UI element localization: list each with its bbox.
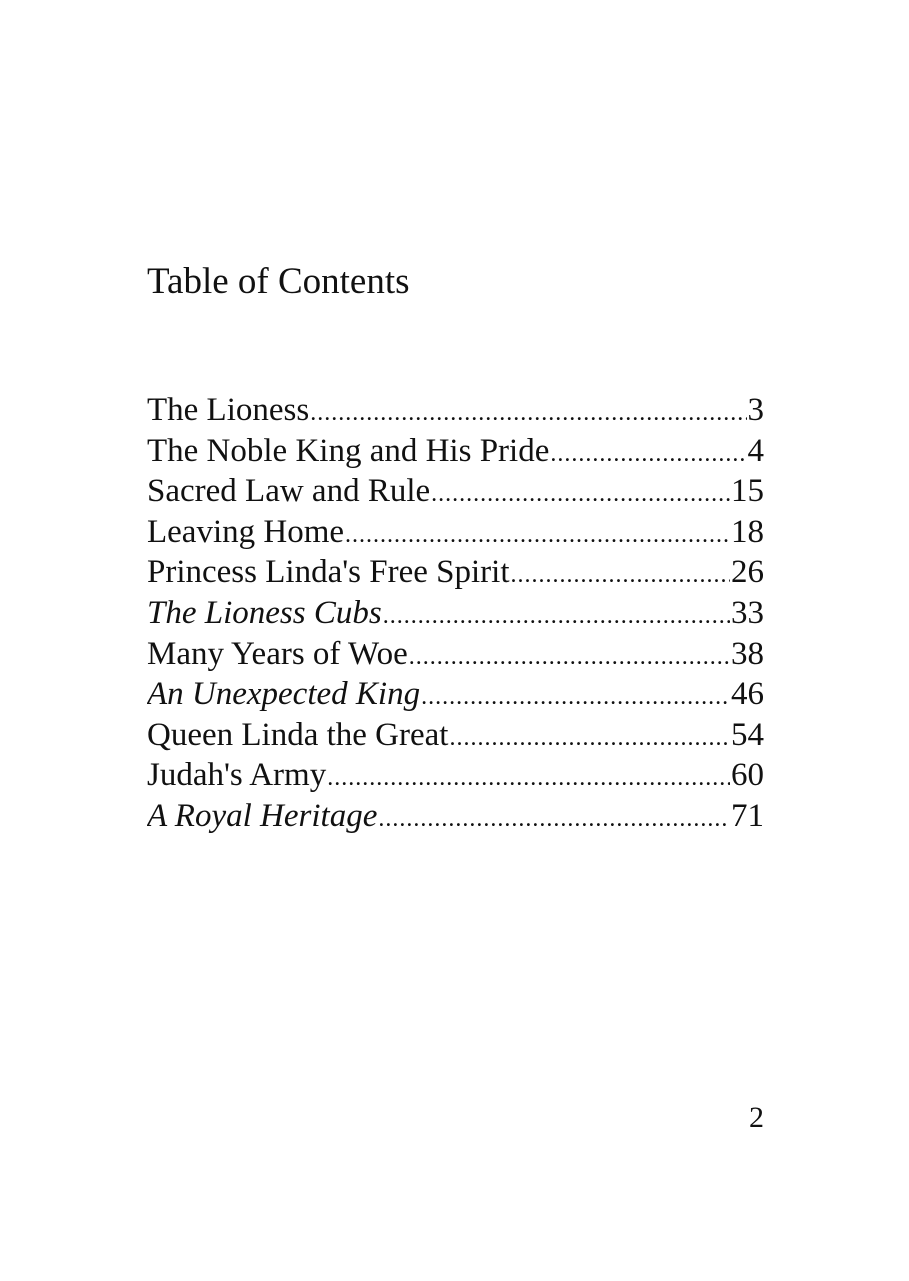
- toc-entry: [147, 796, 764, 837]
- toc-entry-page: 4: [747, 432, 764, 469]
- dot-leader: [409, 637, 730, 675]
- dot-leader: [345, 515, 730, 553]
- page-number: 2: [749, 1101, 764, 1134]
- dot-leader: [383, 596, 730, 634]
- toc-entry: [147, 390, 764, 431]
- toc-entry-page: 71: [731, 797, 764, 834]
- dot-leader: [449, 718, 730, 756]
- toc-entry-title: Sacred Law and Rule: [147, 473, 431, 510]
- toc-entry-title: Many Years of Woe: [147, 635, 408, 672]
- toc-entry-page: 46: [731, 676, 764, 713]
- toc-entry-page: 38: [731, 635, 764, 672]
- dot-leader: [510, 555, 730, 593]
- toc-entry: [147, 552, 764, 593]
- toc-entry-page: 33: [731, 594, 764, 631]
- dot-leader: [378, 799, 730, 837]
- dot-leader: [431, 474, 730, 512]
- dot-leader: [327, 758, 730, 796]
- dot-leader: [421, 677, 730, 715]
- toc-entry-title: Judah's Army: [147, 757, 327, 794]
- toc-entry-page: 54: [731, 716, 764, 753]
- dot-leader: [550, 434, 746, 472]
- toc-entry: [147, 674, 764, 715]
- toc-entry: [147, 471, 764, 512]
- toc-entry: [147, 715, 764, 756]
- toc-entry-title: Queen Linda the Great: [147, 716, 449, 753]
- toc-entry-title: An Unexpected King: [147, 676, 421, 713]
- dot-leader: [310, 393, 746, 431]
- toc-entry-page: 60: [731, 757, 764, 794]
- toc-list: [147, 390, 764, 837]
- toc-entry: [147, 755, 764, 796]
- toc-heading: Table of Contents: [147, 261, 410, 302]
- toc-entry-page: 15: [731, 473, 764, 510]
- toc-entry: [147, 634, 764, 675]
- toc-entry-title: The Noble King and His Pride: [147, 432, 550, 469]
- toc-entry-title: A Royal Heritage: [147, 797, 378, 834]
- toc-entry-title: The Lioness: [147, 392, 310, 428]
- toc-entry-title: Leaving Home: [147, 513, 345, 550]
- toc-entry-page: 26: [731, 554, 764, 591]
- toc-entry-title: Princess Linda's Free Spirit: [147, 554, 510, 591]
- toc-entry: [147, 431, 764, 472]
- toc-entry-page: 18: [731, 513, 764, 550]
- toc-entry-page: 3: [747, 392, 764, 428]
- toc-entry: [147, 593, 764, 634]
- toc-entry-title: The Lioness Cubs: [147, 594, 382, 631]
- toc-entry: [147, 512, 764, 553]
